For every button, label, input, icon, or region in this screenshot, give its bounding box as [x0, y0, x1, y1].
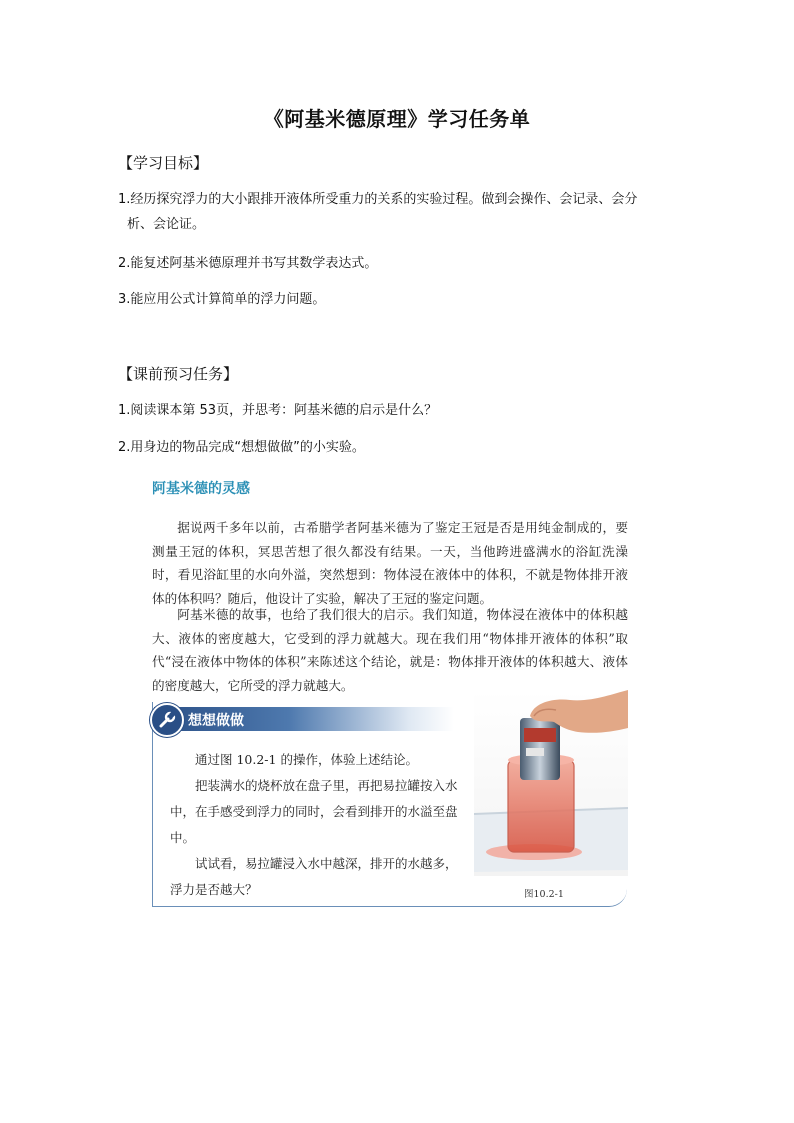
- figure-caption: 图10.2-1: [524, 889, 564, 900]
- preview-heading: 【课前预习任务】: [118, 365, 239, 383]
- box-paragraph-1: 通过图 10.2-1 的操作，体验上述结论。: [195, 752, 418, 767]
- goal-item-1: [118, 187, 678, 237]
- box-text: [170, 747, 460, 903]
- goal-text: 能复述阿基米德原理并书写其数学表达式。: [130, 256, 378, 271]
- goal-number: 2.: [118, 256, 131, 271]
- goal-text: 能应用公式计算简单的浮力问题。: [130, 292, 326, 307]
- goal-item-3: [118, 287, 678, 312]
- box-paragraph-3: 试试看，易拉罐浸入水中越深，排开的水越多，浮力是否越大？: [170, 856, 458, 897]
- goal-number: 3.: [118, 292, 131, 307]
- goal-number: 1.: [118, 192, 131, 207]
- goal-item-2: [118, 251, 678, 276]
- page-title: 《阿基米德原理》学习任务单: [263, 107, 531, 131]
- experiment-photo: [474, 690, 628, 876]
- preview-number: 1.: [118, 403, 131, 418]
- try-it-box: [152, 702, 628, 908]
- box-header: [154, 707, 454, 731]
- goals-heading: 【学习目标】: [118, 154, 209, 172]
- wrench-icon: [150, 703, 184, 737]
- textbook-heading: 阿基米德的灵感: [152, 481, 250, 497]
- box-paragraph-2: 把装满水的烧杯放在盘子里，再把易拉罐按入水中，在手感受到浮力的同时，会看到排开的水溢至盘中。: [170, 778, 458, 845]
- box-label: 想想做做: [188, 713, 244, 729]
- preview-text: 用身边的物品完成“想想做做”的小实验。: [130, 440, 365, 455]
- preview-item-1: [118, 398, 678, 423]
- textbook-paragraph-2: 阿基米德的故事，也给了我们很大的启示。我们知道，物体浸在液体中的体积越大、液体的密度越大，它受到的浮力就越大。现在我们用“物体排开液体的体积”取代“浸在液体中物体的体积”来陈述这个结论，就是：物体排开液体的体积越大、液体的密度越大，它所受的浮力就越大。: [152, 607, 628, 693]
- textbook-paragraph-1: 据说两千多年以前，古希腊学者阿基米德为了鉴定王冠是否是用纯金制成的，要测量王冠的体积，冥思苦想了很久都没有结果。一天，当他跨进盛满水的浴缸洗澡时，看见浴缸里的水向外溢，突然想到：物体浸在液体中的体积，不就是物体排开液体的体积吗？随后，他设计了实验，解决了王冠的鉴定问题。: [152, 520, 628, 606]
- goal-text-continued: 析、会论证。: [127, 217, 206, 232]
- goal-text: 经历探究浮力的大小跟排开液体所受重力的关系的实验过程。做到会操作、会记录、会分: [130, 192, 638, 207]
- preview-number: 2.: [118, 440, 131, 455]
- preview-text: 阅读课本第 53页，并思考：阿基米德的启示是什么？: [130, 403, 438, 418]
- preview-item-2: [118, 435, 678, 460]
